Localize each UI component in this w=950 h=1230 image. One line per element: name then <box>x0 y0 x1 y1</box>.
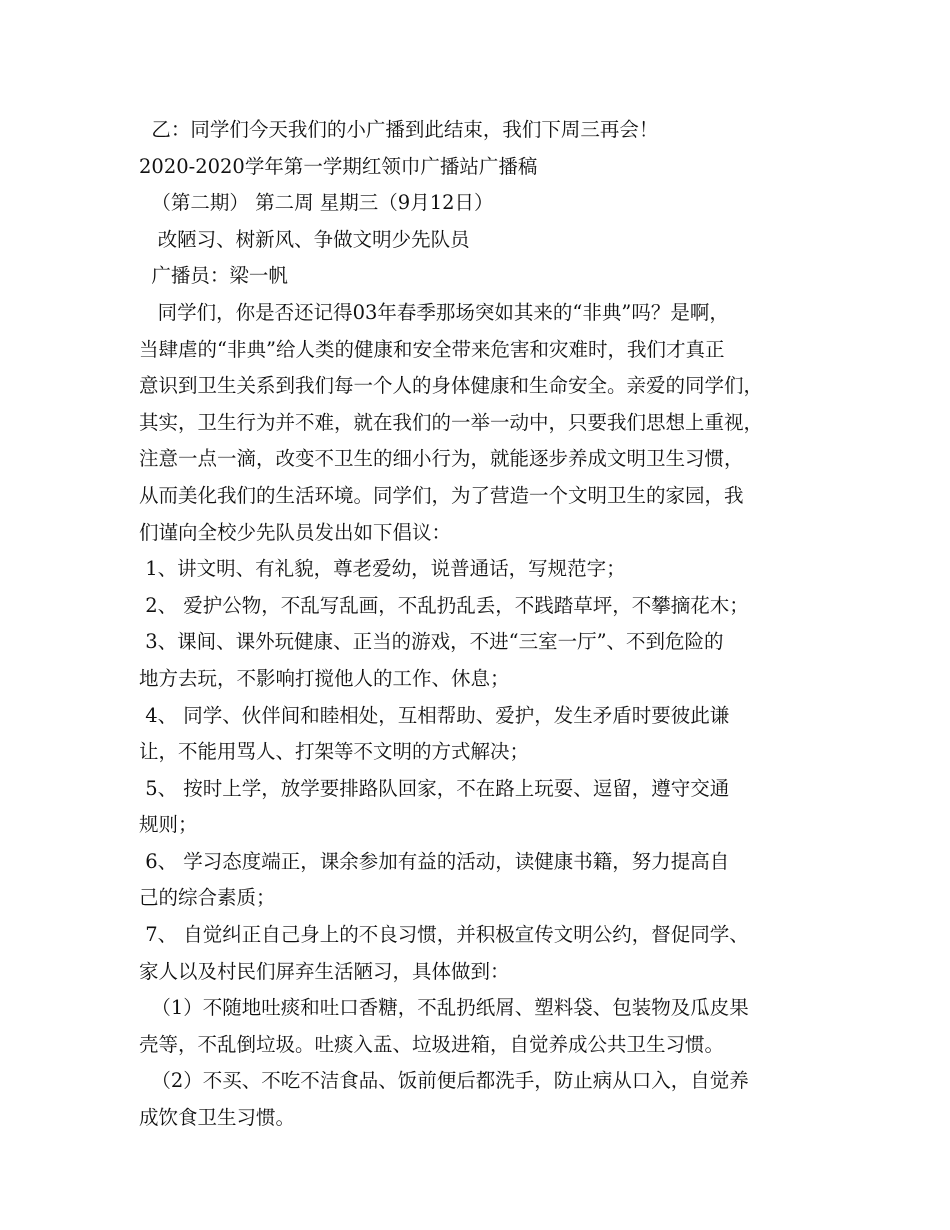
list-item: 地方去玩，不影响打搅他人的工作、休息； <box>139 666 510 690</box>
body-line: 其实，卫生行为并不难，就在我们的一举一动中，只要我们思想上重视， <box>139 410 764 434</box>
list-item: 6、 学习态度端正，课余参加有益的活动，读健康书籍，努力提高自 <box>139 849 730 873</box>
list-item: 5、 按时上学，放学要排路队回家，不在路上玩耍、逗留，遵守交通 <box>139 776 730 800</box>
sub-item: （1）不随地吐痰和吐口香糖，不乱扔纸屑、塑料袋、包装物及瓜皮果 <box>139 996 749 1020</box>
document-title: 2020-2020学年第一学期红领巾广播站广播稿 <box>139 154 538 178</box>
body-line: 当肆虐的“非典”给人类的健康和安全带来危害和灾难时，我们才真正 <box>139 337 725 361</box>
body-line: 同学们，你是否还记得03年春季那场突如其来的“非典”吗？是啊， <box>139 300 729 324</box>
list-item: 3、课间、课外玩健康、正当的游戏，不进“三室一厅”、不到危险的 <box>139 630 724 654</box>
sub-item: （2）不买、不吃不洁食品、饭前便后都洗手，防止病从口入，自觉养 <box>139 1069 749 1093</box>
list-item: 规则； <box>139 813 198 837</box>
announcer-line: 广播员：梁一帆 <box>139 264 288 288</box>
sub-item: 壳等，不乱倒垃圾。吐痰入盂、垃圾进箱，自觉养成公共卫生习惯。 <box>139 1032 725 1056</box>
list-item: 7、 自觉纠正自己身上的不良习惯，并积极宣传文明公约，督促同学、 <box>139 923 749 947</box>
body-line: 意识到卫生关系到我们每一个人的身体健康和生命安全。亲爱的同学们， <box>139 374 764 398</box>
list-item: 家人以及村民们屏弃生活陋习，具体做到： <box>139 959 510 983</box>
body-line: 注意一点一滴，改变不卫生的细小行为，就能逐步养成文明卫生习惯， <box>139 447 744 471</box>
body-line: 们谨向全校少先队员发出如下倡议： <box>139 520 452 544</box>
list-item: 4、 同学、伙伴间和睦相处，互相帮助、爱护，发生矛盾时要彼此谦 <box>139 703 730 727</box>
body-line: 从而美化我们的生活环境。同学们，为了营造一个文明卫生的家园，我 <box>139 483 744 507</box>
list-item: 2、 爱护公物，不乱写乱画，不乱扔乱丢，不践踏草坪，不攀摘花木； <box>139 593 749 617</box>
closing-line: 乙：同学们今天我们的小广播到此结束，我们下周三再会！ <box>139 118 659 141</box>
document-body <box>139 112 839 1137</box>
list-item: 己的综合素质； <box>139 886 276 910</box>
section-heading: 改陋习、树新风、争做文明少先队员 <box>139 227 470 251</box>
list-item: 1、讲文明、有礼貌，尊老爱幼，说普通话，写规范字； <box>139 557 626 581</box>
issue-info: （第二期） 第二周 星期三（9月12日） <box>139 191 494 215</box>
list-item: 让，不能用骂人、打架等不文明的方式解决； <box>139 740 530 764</box>
sub-item: 成饮食卫生习惯。 <box>139 1106 296 1130</box>
